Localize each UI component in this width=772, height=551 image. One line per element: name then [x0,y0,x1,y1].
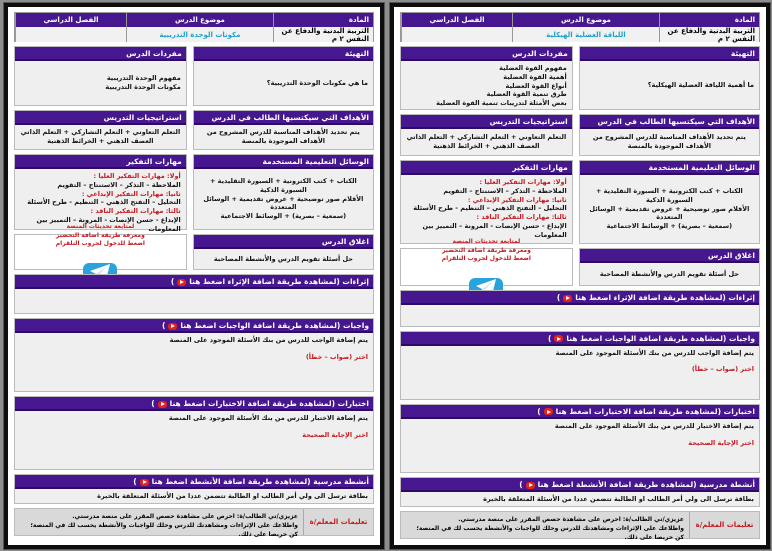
youtube-play-icon[interactable] [544,408,553,415]
tools-body [580,175,759,243]
tools-header [194,155,373,169]
semester-value [401,27,512,42]
instructions-label: تعليمات المعلم/ة [689,512,759,538]
thinking-heading: ثالثا: مهارات التفكير الناقد : [476,213,567,222]
thinking-body [401,175,572,243]
strategies-body [401,129,572,155]
activities-close-paren: ) [519,480,523,489]
subject-value: التربية البدنية والدفاع عن النفس ٢ م [659,27,759,42]
vocab-item: بعض الأمثلة لتدريبات تنمية القوة العضلية [436,99,567,108]
row-tools-thinking [400,160,760,244]
strategies-body [15,125,186,149]
subject-value: التربية البدنية والدفاع عن النفس ٢ م [273,27,373,42]
enrichment-section [400,290,760,327]
homework-type: اختر (صواب – خطأ) [691,365,754,374]
warmup-body [580,61,759,109]
thinking-heading: ثانيا: مهارات التفكير الإبداعي : [467,195,567,204]
homework-close-paren: ) [161,321,166,330]
teacher-instructions [400,511,760,539]
tools-body [194,169,373,229]
tools-title: الوسائل التعليمية المستخدمة [648,163,755,172]
goals-text: يتم تحديد الأهداف المناسبة للدرس المشروح من الأهداف الموجودة بالمنصة [206,128,360,145]
homework-text: يتم إضافة الواجب للدرس من بنك الأسئلة الموجود على المنصة [169,336,368,344]
warmup-header [194,47,373,61]
warmup-header [580,47,759,61]
strategies-section [400,114,573,156]
thinking-heading: أولا: مهارات التفكير العليا : [479,178,567,186]
tests-type: اختر الإجابة الصحيحة [302,430,368,439]
youtube-play-icon[interactable] [554,335,563,342]
goals-text: يتم تحديد الأهداف المناسبة للدرس المشروح من الأهداف الموجودة بالمنصة [592,133,746,150]
teacher-instructions [14,508,374,536]
homework-body [401,346,759,399]
tests-text: يتم إضافة الاختبار للدرس من بنك الأسئلة الموجود على المنصة [168,414,368,422]
closing-title: اغلاق الدرس [321,237,369,246]
youtube-play-icon[interactable] [563,295,572,302]
enrichment-header[interactable] [15,275,373,289]
thinking-skills: الملاحظة – التذكر – الاستنتاج – التقويم [57,180,181,189]
thinking-heading: ثالثا: مهارات التفكير الناقد : [90,207,181,216]
instruction-line: واطلاعك على الإثراءات ومشاهدتك للدرس وحلك للواجبات والأنشطة يحسب لك في المنصة؛ كن حريصا على ذلك. [30,522,298,538]
tests-close-paren: ) [537,406,541,416]
strategy-line: التعلم التعاوني + التعلم التشاركي + التعلم الذاتي [406,133,567,142]
tool-line: (سمعية – بصرية) + الوسائط الاجتماعية [220,212,347,221]
row-closing-telegram [400,238,760,286]
activities-header[interactable] [401,478,759,492]
activities-header[interactable] [15,475,373,489]
tools-section [579,160,760,244]
tool-line: الأقلام صور توضيحية + عروض تقديمية + الوسائل المتعددة [589,204,750,222]
homework-header[interactable] [401,332,759,346]
homework-type: اختر (صواب – خطأ) [305,352,368,361]
thinking-skills: التحليل – التفتح الذهني – التنظيم - طرح الأسئلة [413,204,567,213]
thinking-heading: أولا: مهارات التفكير العليا : [93,172,181,180]
enrichment-section [14,274,374,314]
activities-title: أنشطة مدرسية (لمشاهدة طريقة اضافة الأنشطة اضغط هنا [537,480,755,489]
row-goals-strategies [400,114,760,156]
warmup-section [579,46,760,110]
topic-label: موضوع الدرس [126,13,273,27]
tools-title: الوسائل التعليمية المستخدمة [262,157,369,166]
row-tools-thinking [14,154,374,233]
homework-body [15,333,373,391]
lesson-info-table [400,12,760,42]
homework-section [14,318,374,392]
enrichment-close-paren: ) [170,277,175,286]
activities-text: بطاقة ترسل الى ولي أمر الطالب او الطالبة تتضمن عددا من الأسئلة المتعلقة بالخبرة [483,495,754,503]
goals-header [194,111,373,125]
strategies-title: استراتيجيات التدريس [489,117,568,126]
tests-header[interactable] [15,397,373,411]
goals-title: الأهداف التي سيكتسبها الطالب في الدرس [211,113,369,122]
strategies-section [14,110,187,150]
tools-header [580,161,759,175]
thinking-title: مهارات التفكير [512,163,568,172]
row-warmup-vocab [14,46,374,106]
homework-title: واجبات (لمشاهدة طريقة اضافة الواجبات اضغط هنا [180,321,369,330]
youtube-play-icon[interactable] [158,401,167,408]
youtube-play-icon[interactable] [177,279,186,286]
closing-header [194,235,373,249]
homework-section [400,331,760,400]
instruction-line: واطلاعك على الإثراءات ومشاهدتك للدرس وحلك للواجبات والأنشطة يحسب لك في المنصة؛ كن حريصا على ذلك. [416,525,684,541]
activities-body [401,492,759,507]
tests-text: يتم إضافة الاختبار للدرس من بنك الأسئلة الموجود على المنصة [554,421,754,430]
activities-section [400,477,760,507]
closing-header [580,249,759,263]
thinking-section [400,160,573,244]
closing-text: حل أسئلة تقويم الدرس والأنشطة المصاحبة [599,269,739,278]
instructions-text [15,509,303,538]
activities-body [15,489,373,504]
telegram-banner[interactable] [400,238,573,286]
topic-label: موضوع الدرس [512,13,659,27]
thinking-title: مهارات التفكير [126,157,182,166]
tests-type: اختر الإجابة الصحيحة [688,438,754,447]
homework-title: واجبات (لمشاهدة طريقة اضافة الواجبات اضغط هنا [566,333,755,343]
telegram-text[interactable] [56,223,145,248]
thinking-section [14,154,187,233]
goals-section [193,110,374,150]
goals-section [579,114,760,156]
instruction-line: عزيزي/تي الطالب/ة: احرص على مشاهدة حصص المقرر على منصة مدرستي. [458,516,684,523]
closing-section [579,248,760,286]
activities-title: أنشطة مدرسية (لمشاهدة طريقة اضافة الأنشطة اضغط هنا [151,477,369,486]
tool-line: الكتاب + كتب الكترونية + السبورة التقليدية + السبورة الذكية [595,187,743,204]
semester-label: الفصل الدراسي [401,13,512,27]
tests-section [400,404,760,473]
vocab-item: مفهوم القوة العضلية [499,64,567,72]
vocab-title: مفردات الدرس [126,49,182,58]
tool-line: (سمعية – بصرية) + الوسائط الاجتماعية [606,222,733,231]
subject-label: المادة [659,13,759,27]
tests-title: اختبارات (لمشاهدة طريقة اضافة الاختبارات اضغط هنا [555,406,755,416]
enrichment-header[interactable] [401,291,759,305]
vocab-title: مفردات الدرس [512,49,568,58]
telegram-line: اضغط للدخول لجروب التلقرام [441,255,531,263]
goals-body [580,129,759,155]
youtube-play-icon[interactable] [168,323,177,330]
homework-close-paren: ) [547,333,552,343]
tests-body [15,411,373,469]
thinking-header [401,161,572,175]
telegram-line: اضغط للدخول لجروب التلقرام [55,240,145,248]
telegram-line: لمتابعة تحديثات المنصة [66,223,135,231]
vocab-section [14,46,187,106]
tool-line: الأقلام صور توضيحية + عروض تقديمية + الوسائل المتعددة [203,194,364,212]
tests-header[interactable] [401,405,759,419]
closing-body [194,249,373,269]
thinking-skills: الإبداع - حسن الإنصات - المرونة – التمييز بين المعلومات [36,215,181,233]
homework-text: يتم إضافة الواجب للدرس من بنك الأسئلة الموجود على المنصة [555,348,754,357]
vocab-item: طرق تنمية القوة العضلية [486,90,567,99]
tests-section [14,396,374,470]
closing-body [580,263,759,285]
vocab-item: أهمية القوة العضلية [503,72,567,81]
enrichment-title: إثراءات (لمشاهدة طريقة اضافة الإثراء اضغط هنا [189,277,369,286]
warmup-body [194,61,373,105]
vocab-section [400,46,573,110]
instructions-text [401,512,689,541]
enrichment-close-paren: ) [556,293,561,302]
topic-value: مكونات الوحدة التدريبية [126,27,273,42]
goals-header [580,115,759,129]
activities-close-paren: ) [133,477,137,486]
vocab-item: مكونات الوحدة التدريبية [105,83,181,91]
warmup-text: ما هي مكونات الوحدة التدريبية؟ [266,78,368,87]
telegram-line: لمتابعة تحديثات المنصة [452,238,521,246]
vocab-body [15,61,186,105]
tests-title: اختبارات (لمشاهدة طريقة اضافة الاختبارات اضغط هنا [169,399,369,408]
strategy-line: العصف الذهني + الخرائط الذهنية [47,137,154,145]
strategies-header [401,115,572,129]
strategy-line: العصف الذهني + الخرائط الذهنية [433,142,540,150]
topic-value: اللياقة العضلية الهيكلية [512,27,659,42]
thinking-heading: ثانيا: مهارات التفكير الإبداعي : [81,189,181,198]
youtube-play-icon[interactable] [140,479,149,486]
vocab-header [15,47,186,61]
instruction-line: عزيزي/تي الطالب/ة: احرص على مشاهدة حصص المقرر على منصة مدرستي. [72,513,298,520]
strategies-header [15,111,186,125]
vocab-item: أنواع القوة العضلية [505,81,567,90]
subject-label: المادة [273,13,373,27]
lesson-plan-page-1 [4,3,384,549]
enrichment-title: إثراءات (لمشاهدة طريقة اضافة الإثراء اضغط هنا [575,293,755,302]
tests-body [401,419,759,472]
thinking-skills: التحليل – التفتح الذهني – التنظيم - طرح الأسئلة [27,198,181,207]
thinking-skills: الملاحظة – التذكر – الاستنتاج – التقويم [443,186,567,195]
tools-section [193,154,374,230]
activities-text: بطاقة ترسل الى ولي أمر الطالب او الطالبة تتضمن عددا من الأسئلة المتعلقة بالخبرة [97,492,368,500]
youtube-play-icon[interactable] [526,482,535,489]
warmup-text: ما أهمية اللياقة العضلية الهيكلية؟ [647,80,754,89]
warmup-title: التهيئة [344,49,369,58]
closing-title: اغلاق الدرس [707,251,755,260]
tool-line: الكتاب + كتب الكترونية + السبورة التقليدية + السبورة الذكية [209,177,357,194]
enrichment-body [15,289,373,313]
warmup-title: التهيئة [730,49,755,58]
vocab-header [401,47,572,61]
instructions-label: تعليمات المعلم/ة [303,509,373,535]
telegram-line: ومعرفة طريقة اضافة التحضير [55,231,145,239]
closing-text: حل أسئلة تقويم الدرس والأنشطة المصاحبة [213,254,353,263]
row-warmup-vocab [400,46,760,110]
lesson-info-table [14,12,374,42]
goals-body [194,125,373,149]
telegram-text[interactable] [442,238,531,263]
homework-header[interactable] [15,319,373,333]
semester-label: الفصل الدراسي [15,13,126,27]
goals-title: الأهداف التي سيكتسبها الطالب في الدرس [597,117,755,126]
strategies-title: استراتيجيات التدريس [103,113,182,122]
tests-close-paren: ) [151,399,155,408]
thinking-skills: الإبداع - حسن الإنصات - المرونة – التمييز بين المعلومات [422,221,567,239]
activities-section [14,474,374,504]
row-goals-strategies [14,110,374,150]
strategy-line: التعلم التعاوني + التعلم التشاركي + التعلم الذاتي [20,128,181,137]
semester-value [15,27,126,42]
warmup-section [193,46,374,106]
telegram-line: ومعرفة طريقة اضافة التحضير [441,246,531,254]
closing-section [193,234,374,270]
enrichment-body [401,305,759,326]
vocab-body [401,61,572,111]
thinking-header [15,155,186,169]
lesson-plan-page-2 [390,3,770,549]
vocab-item: مفهوم الوحدة التدريبية [106,74,181,83]
